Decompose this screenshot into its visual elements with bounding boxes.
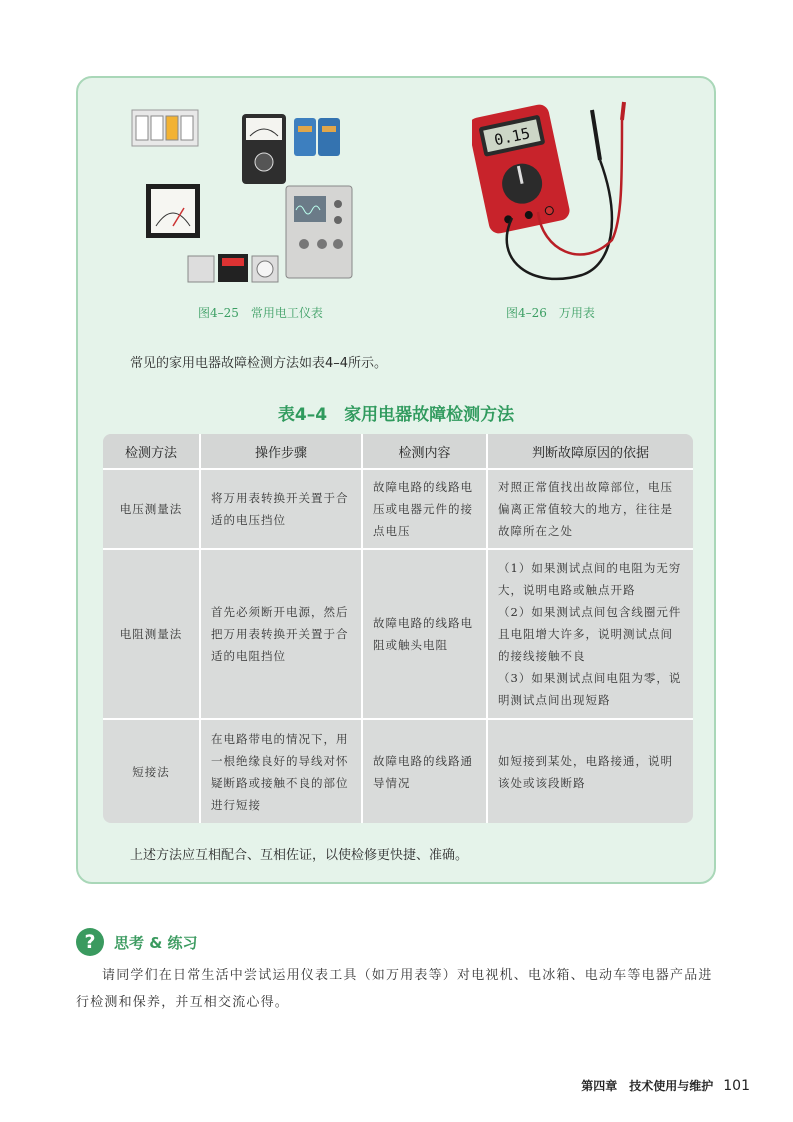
- basis-cell: [487, 549, 693, 719]
- intro-paragraph: 常见的家用电器故障检测方法如表4–4所示。: [130, 356, 388, 371]
- content-cell: 故障电路的线路电阻或触头电阻: [362, 549, 487, 719]
- table-title: 表4–4 家用电器故障检测方法: [277, 405, 515, 425]
- table-header-row: [103, 434, 693, 469]
- table-header-cell: 判断故障原因的依据: [487, 434, 693, 469]
- page-footer: [581, 1077, 750, 1094]
- multimeter-display: 0.15: [492, 124, 532, 150]
- electrical-instruments-illustration: [126, 104, 366, 294]
- method-cell: 短接法: [103, 719, 200, 823]
- digital-controller-icon: [188, 254, 278, 282]
- table-header-cell: 检测内容: [362, 434, 487, 469]
- table-row: [103, 719, 693, 823]
- multimeter-icon: [472, 103, 571, 235]
- chapter-title: 第四章 技术使用与维护: [581, 1079, 714, 1093]
- figure-caption-multimeter: 图4–26 万用表: [506, 306, 595, 320]
- table-row: [103, 469, 693, 549]
- think-section-header: [76, 928, 198, 956]
- multimeter-illustration: [472, 100, 632, 300]
- steps-cell: 在电路带电的情况下，用一根绝缘良好的导线对怀疑断路或接触不良的部位进行短接: [200, 719, 362, 823]
- steps-cell: 将万用表转换开关置于合适的电压挡位: [200, 469, 362, 549]
- table-row: [103, 549, 693, 719]
- analog-meter-icon: [242, 114, 286, 184]
- basis-item: （1）如果测试点间的电阻为无穷大，说明电路或触点开路: [498, 561, 682, 597]
- basis-item: （2）如果测试点间包含线圈元件且电阻增大许多，说明测试点间的接线接触不良: [498, 605, 682, 663]
- table-header-cell: 检测方法: [103, 434, 200, 469]
- page-number: 101: [723, 1078, 750, 1094]
- figure-caption-instruments: 图4–25 常用电工仪表: [198, 306, 323, 320]
- panel-voltmeter-icon: [146, 184, 200, 238]
- content-cell: 故障电路的线路电压或电器元件的接点电压: [362, 469, 487, 549]
- outro-paragraph: 上述方法应互相配合、互相佐证，以使检修更快捷、准确。: [130, 848, 469, 863]
- info-panel: [76, 76, 716, 884]
- basis-cell: 如短接到某处，电路接通，说明该处或该段断路: [498, 753, 673, 790]
- content-cell: 故障电路的线路通导情况: [362, 719, 487, 823]
- basis-cell: 对照正常值找出故障部位，电压偏离正常值较大的地方，往往是故障所在之处: [487, 469, 693, 549]
- blue-module-icon: [294, 118, 340, 156]
- oscilloscope-icon: [286, 186, 352, 278]
- steps-cell: 首先必须断开电源，然后把万用表转换开关置于合适的电阻挡位: [200, 549, 362, 719]
- method-cell: 电阻测量法: [103, 549, 200, 719]
- question-icon: ?: [76, 928, 104, 956]
- think-section-title: 思考 & 练习: [114, 933, 198, 952]
- fault-detection-table: [103, 434, 693, 823]
- exercise-paragraph: 请同学们在日常生活中尝试运用仪表工具（如万用表等）对电视机、电冰箱、电动车等电器产品进行检测和保养，并互相交流心得。: [76, 968, 713, 1010]
- basis-item: （3）如果测试点间电阻为零，说明测试点间出现短路: [498, 671, 682, 707]
- table-header-cell: 操作步骤: [200, 434, 362, 469]
- method-cell: 电压测量法: [103, 469, 200, 549]
- circuit-breaker-icon: [132, 110, 198, 146]
